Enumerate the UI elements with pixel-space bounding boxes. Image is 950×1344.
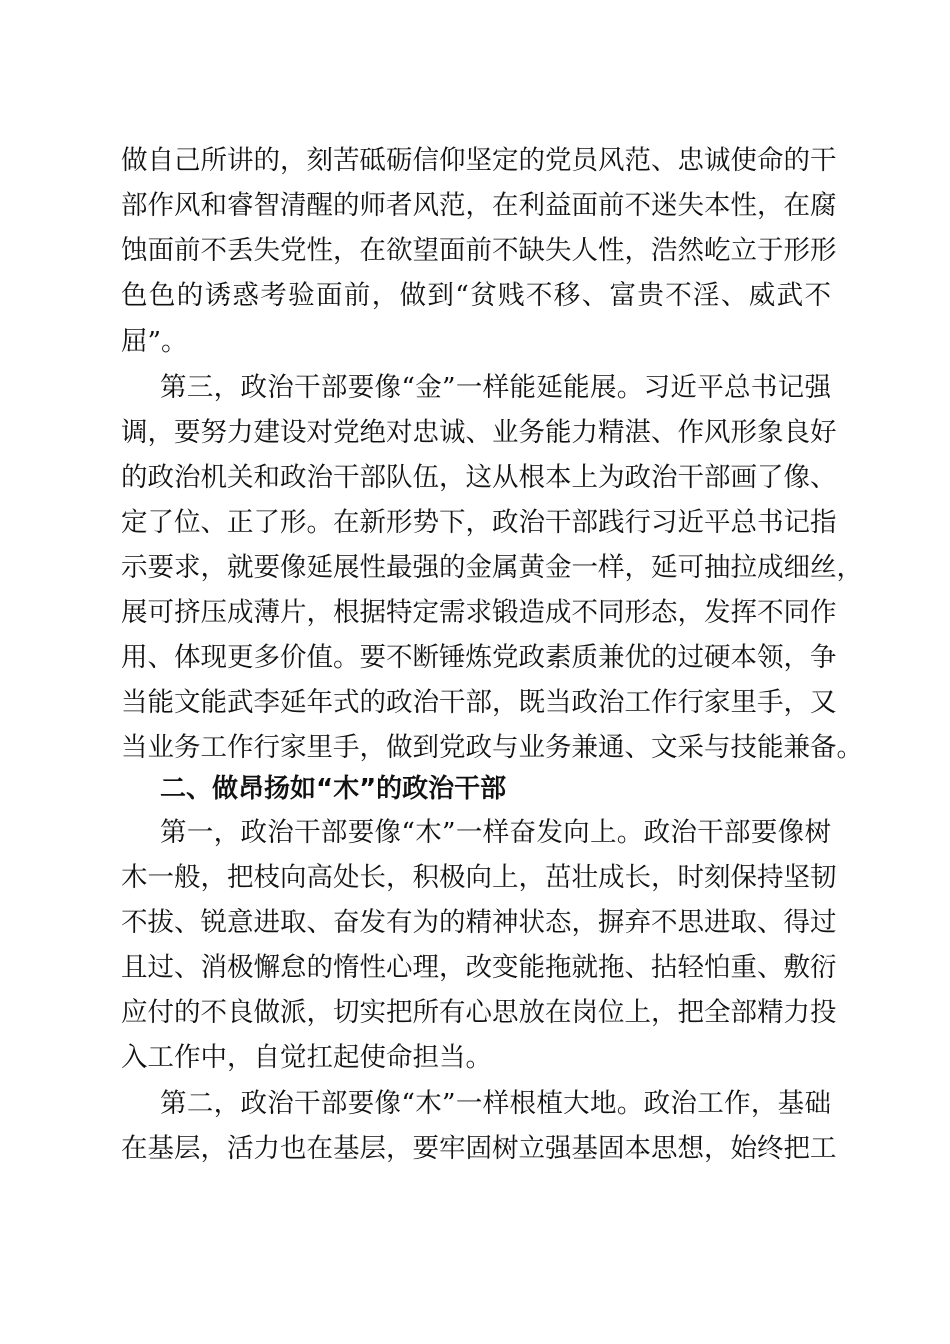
paragraph-line: 蚀面前不丢失党性，在欲望面前不缺失人性，浩然屹立于形形 (121, 235, 837, 266)
paragraph-line: 展可挤压成薄片，根据特定需求锻造成不同形态，发挥不同作 (121, 597, 837, 628)
paragraph-line: 当业务工作行家里手，做到党政与业务兼通、文采与技能兼备。 (121, 732, 863, 763)
section-heading: 二、做昂扬如“木”的政治干部 (160, 774, 507, 804)
paragraph-first-line: 第三，政治干部要像“金”一样能延能展。习近平总书记强 (160, 372, 831, 403)
paragraph-line: 部作风和睿智清醒的师者风范，在利益面前不迷失本性，在腐 (121, 190, 837, 221)
paragraph-line: 示要求，就要像延展性最强的金属黄金一样，延可抽拉成细丝， (121, 552, 863, 583)
paragraph-line: 色色的诱惑考验面前，做到“贫贱不移、富贵不淫、威武不 (121, 280, 831, 311)
paragraph-first-line: 第二，政治干部要像“木”一样根植大地。政治工作，基础 (160, 1088, 831, 1119)
paragraph-line: 用、体现更多价值。要不断锤炼党政素质兼优的过硬本领，争 (121, 642, 837, 673)
paragraph-line: 屈”。 (121, 326, 188, 357)
paragraph-line: 当能文能武李延年式的政治干部，既当政治工作行家里手，又 (121, 687, 837, 718)
paragraph-line: 在基层，活力也在基层，要牢固树立强基固本思想，始终把工 (121, 1133, 837, 1164)
paragraph-line: 木一般，把枝向高处长，积极向上，茁壮成长，时刻保持坚韧 (121, 862, 837, 893)
paragraph-line: 不拔、锐意进取、奋发有为的精神状态，摒弃不思进取、得过 (121, 907, 837, 938)
paragraph-line: 的政治机关和政治干部队伍，这从根本上为政治干部画了像、 (121, 462, 837, 493)
paragraph-line: 且过、消极懈怠的惰性心理，改变能拖就拖、拈轻怕重、敷衍 (121, 952, 837, 983)
paragraph-line: 定了位、正了形。在新形势下，政治干部践行习近平总书记指 (121, 507, 837, 538)
paragraph-line: 调，要努力建设对党绝对忠诚、业务能力精湛、作风形象良好 (121, 417, 837, 448)
paragraph-line: 做自己所讲的，刻苦砥砺信仰坚定的党员风范、忠诚使命的干 (121, 145, 837, 176)
paragraph-line: 入工作中，自觉扛起使命担当。 (121, 1042, 492, 1073)
paragraph-line: 应付的不良做派，切实把所有心思放在岗位上，把全部精力投 (121, 997, 837, 1028)
paragraph-first-line: 第一，政治干部要像“木”一样奋发向上。政治干部要像树 (160, 817, 831, 848)
